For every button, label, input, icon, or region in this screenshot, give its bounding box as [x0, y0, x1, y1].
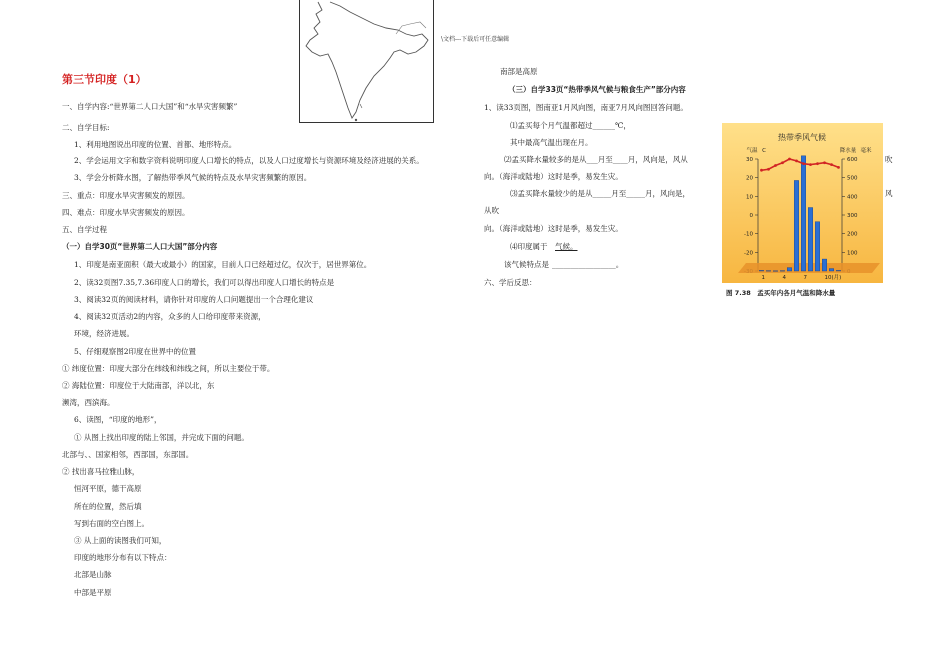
- temperature-point: [830, 163, 833, 166]
- line: ② 找出喜马拉雅山脉，: [62, 467, 140, 476]
- precip-bar: [773, 271, 777, 272]
- section-heading: （一）自学30页“世界第二人口大国”部分内容: [62, 242, 218, 251]
- precip-bar: [808, 208, 812, 271]
- line: ① 从图上找出印度的陆上邻国，并完成下面的问题。: [74, 433, 249, 442]
- right-tick-label: 500: [847, 175, 858, 182]
- line: 写到右面的空白图上。: [74, 519, 149, 528]
- left-tick-label: 30: [746, 157, 753, 163]
- line: 北部是山脉: [74, 570, 112, 579]
- line: 2、读32页图7.35,7.36印度人口的增长，我们可以得出印度人口增长的特点是: [74, 278, 335, 287]
- right-axis-unit: 降水量: [839, 148, 857, 154]
- line: 所在的位置，然后填: [74, 502, 142, 511]
- left-axis-unit: 气温: [746, 148, 758, 154]
- precip-bar: [815, 222, 819, 271]
- line: 濒湾，西滨海。: [62, 398, 115, 407]
- climate-chart-svg: [720, 121, 885, 297]
- x-tick-label: 7: [803, 275, 807, 281]
- line: _________________。: [552, 260, 624, 269]
- temperature-point: [788, 158, 791, 161]
- line: ① 纬度位置：印度大部分在纬线和纬线之间，所以主要位于带。: [62, 364, 275, 373]
- precip-bar: [766, 271, 770, 272]
- line: 2、学会运用文字和数字资料说明印度人口增长的特点，以及人口过度增长与资源环境及经济进展的关系。: [74, 156, 424, 165]
- line: 3、阅读32页的阅读材料，请你针对印度的人口问题提出一个合理化建议: [74, 295, 314, 304]
- x-tick-label: 4: [782, 275, 786, 281]
- temperature-point: [760, 169, 763, 172]
- line: 1、印度是南亚面积（最大或最小）的国家，目前人口已经超过亿，仅次于，居世界第位。: [74, 260, 372, 269]
- line: 吹: [885, 155, 893, 164]
- line: 该气候特点是: [504, 260, 549, 269]
- line: 从吹: [484, 206, 499, 215]
- line: 三、重点：印度水旱灾害频发的原因。: [62, 191, 190, 200]
- line: ⑴孟买每个月气温都超过______℃，: [510, 121, 631, 130]
- left-tick-label: 10: [746, 194, 753, 201]
- climate-chart: [720, 121, 885, 297]
- right-tick-label: 300: [847, 213, 858, 219]
- line: 风: [885, 189, 893, 198]
- header-note: \文档---下载后可任意编辑: [441, 36, 510, 43]
- line: 4、阅读32页活动2的内容，众多的人口给印度带来资源，: [74, 312, 266, 321]
- line: 四、难点：印度水旱灾害频发的原因。: [62, 208, 190, 217]
- temperature-point: [774, 164, 777, 167]
- precip-bar: [822, 259, 826, 271]
- right-axis-unit-mm: 毫米: [860, 148, 872, 154]
- right-tick-label: 200: [847, 231, 858, 238]
- page-title: 第三节印度（1）: [62, 73, 147, 86]
- precip-bar: [801, 156, 805, 271]
- temperature-point: [781, 161, 784, 164]
- line: 印度的地形分布有以下特点：: [74, 553, 172, 562]
- precip-bar: [794, 180, 798, 271]
- precip-bar: [759, 270, 763, 271]
- precip-bar: [829, 269, 833, 271]
- line: ③ 从上面的读图我们可知，: [74, 536, 167, 545]
- right-tick-label: 600: [847, 157, 858, 163]
- section-heading: （三）自学33页“热带季风气候与粮食生产”部分内容: [508, 85, 686, 94]
- line: 恒河平原，德干高原: [74, 484, 142, 493]
- temperature-point: [809, 163, 812, 166]
- line: 环境，经济进展。: [74, 329, 134, 338]
- line: 二、自学目标:: [62, 123, 110, 132]
- left-tick-label: -10: [744, 231, 753, 238]
- line: ⑷印度属于: [510, 242, 548, 251]
- right-tick-label: 100: [847, 250, 858, 257]
- india-map-outline: [300, 0, 433, 122]
- temperature-point: [837, 166, 840, 169]
- line: 向。（海洋或陆地）这时是季，易发生灾。: [484, 172, 623, 181]
- line: 中部是平原: [74, 588, 112, 597]
- line: 六、学后反思：: [484, 278, 537, 287]
- line: 其中最高气温出现在月。: [510, 138, 593, 147]
- temperature-point: [802, 162, 805, 165]
- line: 1、利用地图说出印度的位置、首都、地形特点。: [74, 140, 237, 149]
- precip-bar: [836, 270, 840, 271]
- line: 向。（海洋或陆地）这时是季，易发生灾。: [484, 224, 623, 233]
- temperature-point: [816, 162, 819, 165]
- line: 五、自学过程: [62, 225, 107, 234]
- left-axis-unit-symbol: C: [762, 148, 766, 154]
- right-tick-label: 400: [847, 194, 858, 201]
- line: 6、读图，“印度的地形”，: [74, 415, 162, 424]
- line: 南部是高原: [500, 67, 538, 76]
- left-tick-label: -20: [744, 250, 753, 257]
- precip-bar: [780, 271, 784, 272]
- temperature-point: [823, 161, 826, 164]
- chart-caption: 图 7.38 孟买年内各月气温和降水量: [726, 289, 836, 297]
- line: 气候。: [555, 242, 578, 251]
- line: 北部与、、国家相邻，西部国，东部国。: [62, 450, 194, 459]
- x-tick-label: 1: [761, 275, 765, 281]
- chart-title: 热带季风气候: [778, 133, 826, 142]
- line: ② 海陆位置：印度位于大陆南部，洋以北，东: [62, 381, 215, 390]
- line: 一、自学内容:“世界第二人口大国”和“水旱灾害频繁”: [62, 102, 238, 111]
- line: ⑶孟买降水量较少的是从_____月至_____月，风向是，: [510, 189, 690, 198]
- precip-bar: [787, 268, 791, 271]
- temperature-point: [795, 159, 798, 162]
- left-tick-label: 0: [749, 213, 753, 219]
- line: 5、仔细观察图2印度在世界中的位置: [74, 347, 197, 356]
- line: 1、读33页图，图南亚1月风向图，南亚7月风向图回答问题。: [484, 103, 688, 112]
- left-tick-label: 20: [746, 175, 753, 182]
- india-outline-map: [299, 0, 434, 123]
- x-tick-label: 10(月): [824, 275, 842, 281]
- line: ⑵孟买降水量较多的是从___月至____月，风向是，风从: [504, 155, 688, 164]
- temperature-point: [767, 168, 770, 171]
- line: 3、学会分析降水图，了解热带季风气候的特点及水旱灾害频繁的原因。: [74, 173, 312, 182]
